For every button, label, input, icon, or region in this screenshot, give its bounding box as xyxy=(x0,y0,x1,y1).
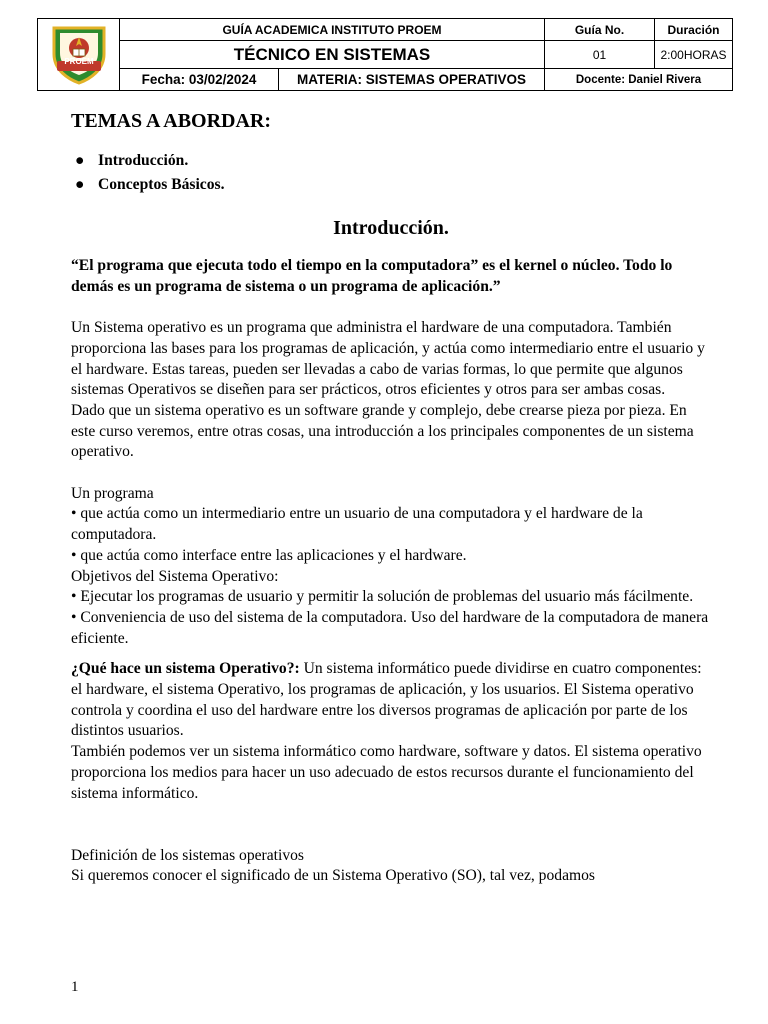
document-body xyxy=(71,106,711,887)
bullet-line-1: • que actúa como un intermediario entre un usuario de una computadora y el hardware de la computadora. xyxy=(71,505,643,544)
duration-label: Duración xyxy=(655,19,733,41)
guide-number: 01 xyxy=(545,41,655,69)
kernel-quote: “El programa que ejecuta todo el tiempo en la computadora” es el kernel o núcleo. Todo lo demás es un programa de sistema o un programa de aplicación.” xyxy=(71,257,673,295)
temas-list xyxy=(71,149,711,196)
logo-text: PROEM xyxy=(64,57,94,66)
proem-shield-icon xyxy=(48,24,110,86)
si-queremos-line: Si queremos conocer el significado de un Sistema Operativo (SO), tal vez, podamos xyxy=(71,867,595,885)
duration-value: 2:00HORAS xyxy=(655,41,733,69)
objetivos-line: Objetivos del Sistema Operativo: xyxy=(71,567,279,585)
bullet-icon: ● xyxy=(75,175,85,193)
paragraph-1: Un Sistema operativo es un programa que administra el hardware de una computadora. También proporciona las bases para los programas de aplicación, y actúa como intermediario entre el usuario y el hardware. Estas tareas, pueden ser llevadas a cabo de varias formas, lo que permite que algunos sistemas Operativos se diseñen para ser prácticos, otros eficientes y otros para ser ambas cosas. xyxy=(71,319,705,399)
temas-heading: TEMAS A ABORDAR: xyxy=(71,110,272,132)
programa-line: Un programa xyxy=(71,484,154,502)
guide-no-label: Guía No. xyxy=(545,19,655,41)
paragraph-2: Dado que un sistema operativo es un software grande y complejo, debe crearse pieza por pieza. En este curso veremos, entre otras cosas, una introducción a los principales componentes de un sistema operativo. xyxy=(71,401,694,461)
bullet-icon: ● xyxy=(75,152,85,169)
que-hace-title: ¿Qué hace un sistema Operativo?: xyxy=(71,660,300,678)
program-title: TÉCNICO EN SISTEMAS xyxy=(120,41,545,69)
date-field: Fecha: 03/02/2024 xyxy=(120,69,279,90)
que-hace-paragraph: ¿Qué hace un sistema Operativo?: Un sistema informático puede dividirse en cuatro componentes: el hardware, el sistema Operativo, los programas de aplicación, y los usuarios. El Sistema operativo controla y coordina el uso del hardware entre los diversos programas de aplicación por parte de los distintos usuarios. xyxy=(71,660,702,740)
intro-heading: Introducción. xyxy=(333,217,449,239)
institution-logo xyxy=(38,19,120,91)
header-table xyxy=(37,18,733,91)
subject-field: MATERIA: SISTEMAS OPERATIVOS xyxy=(296,72,526,87)
tambien-paragraph: También podemos ver un sistema informático como hardware, software y datos. El sistema operativo proporciona los medios para hacer un uso adecuado de estos recursos durante el funcionamiento del sistema informático. xyxy=(71,743,702,802)
definicion-heading: Definición de los sistemas operativos xyxy=(71,846,304,864)
page-number: 1 xyxy=(71,979,79,995)
teacher-field: Docente: Daniel Rivera xyxy=(545,69,733,91)
bullet-line-3: • Ejecutar los programas de usuario y permitir la solución de problemas del usuario más fácilmente. xyxy=(71,588,694,606)
list-item: ● Conceptos Básicos. xyxy=(71,173,711,197)
bullet-line-4: • Conveniencia de uso del sistema de la computadora. Uso del hardware de la computadora de manera eficiente. xyxy=(71,608,709,647)
list-item: ● Introducción. xyxy=(71,149,711,173)
bullet-line-2: • que actúa como interface entre las aplicaciones y el hardware. xyxy=(71,546,467,564)
institution-name: GUÍA ACADEMICA INSTITUTO PROEM xyxy=(120,19,545,41)
